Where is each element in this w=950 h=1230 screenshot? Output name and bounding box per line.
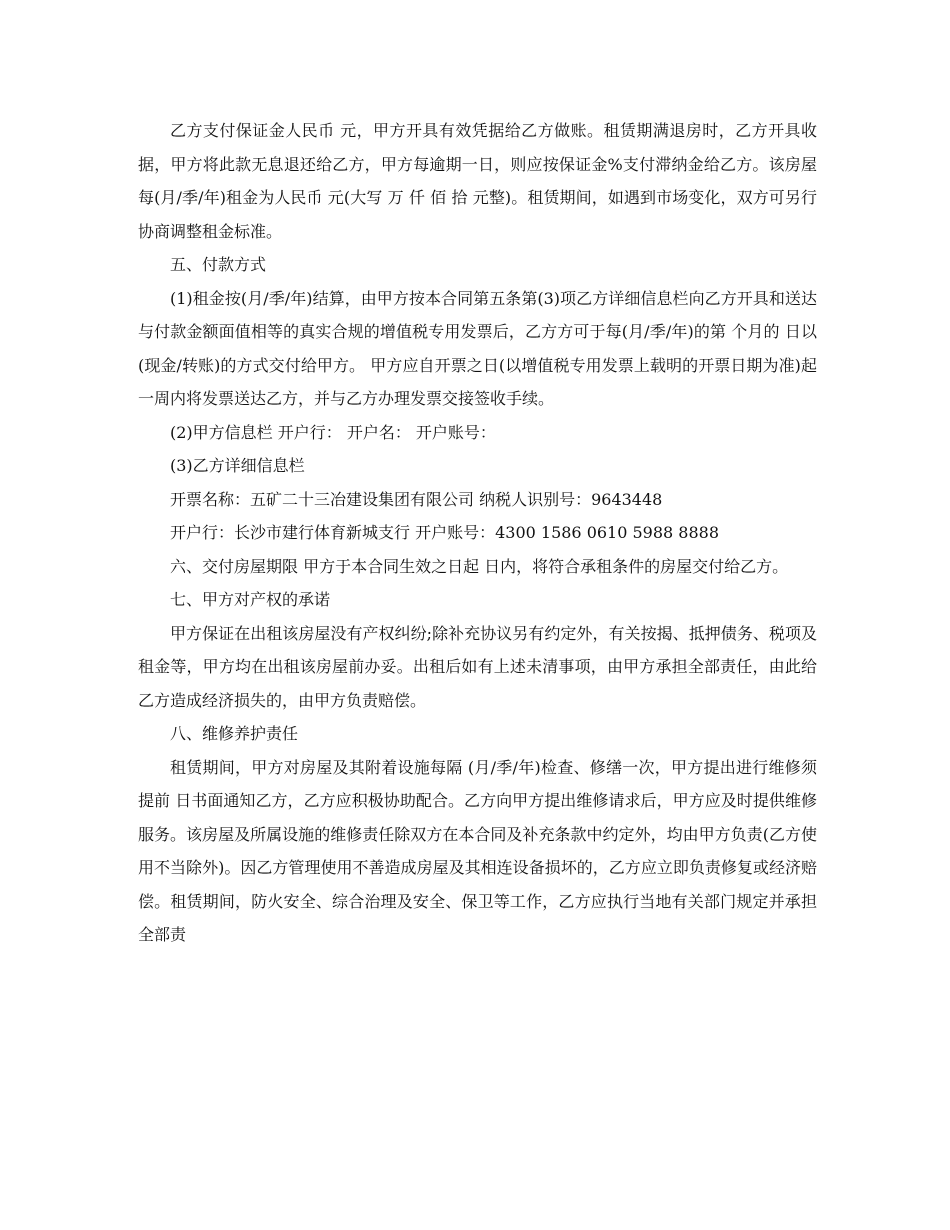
paragraph-bank-account: 开户行：长沙市建行体育新城支行 开户账号：4300 1586 0610 5988 8888 <box>170 523 720 542</box>
paragraph-deposit: 乙方支付保证金人民币 元，甲方开具有效凭据给乙方做账。租赁期满退房时，乙方开具收据，甲方将此款无息退还给乙方，甲方每逾期一日，则应按保证金%支付滞纳金给乙方。该房屋每(月/季/年)租金为人民币 元(大写 万 仟 佰 拾 元整)。租赁期间，如遇到市场变化，双方可另行协商调整租金标准。 <box>138 121 817 241</box>
section-5-heading: 五、付款方式 <box>170 255 267 274</box>
paragraph-payment-settlement: (1)租金按(月/季/年)结算，由甲方按本合同第五条第(3)项乙方详细信息栏向乙方开具和送达与付款金额面值相等的真实合规的增值税专用发票后，乙方方可于每(月/季/年)的第 个月的 日以(现金/转账)的方式交付给甲方。 甲方应自开票之日(以增值税专用发票上载明的开票日期为准)起一周内将发票送达乙方，并与乙方办理发票交接签收手续。 <box>138 288 817 408</box>
section-6-paragraph: 六、交付房屋期限 甲方于本合同生效之日起 日内，将符合承租条件的房屋交付给乙方。 <box>170 556 789 576</box>
paragraph-invoice-name: 开票名称：五矿二十三冶建设集团有限公司 纳税人识别号：9643448 <box>170 489 663 509</box>
section-8-heading: 八、维修养护责任 <box>170 724 299 743</box>
section-8-paragraph: 租赁期间，甲方对房屋及其附着设施每隔 (月/季/年)检查、修缮一次，甲方提出进行维修须提前 日书面通知乙方，乙方应积极协助配合。乙方向甲方提出维修请求后，甲方应及时提供维修服务。该房屋及所属设施的维修责任除双方在本合同及补充条款中约定外，均由甲方负责(乙方使用不当除外)。因乙方管理使用不善造成房屋及其相连设备损坏的，乙方应立即负责修复或经济赔偿。租赁期间，防火安全、综合治理及安全、保卫等工作，乙方应执行当地有关部门规定并承担全部责 <box>138 757 817 944</box>
section-7-heading: 七、甲方对产权的承诺 <box>170 590 331 609</box>
paragraph-party-a-info: (2)甲方信息栏 开户行： 开户名： 开户账号： <box>170 422 496 442</box>
paragraph-party-b-info-title: (3)乙方详细信息栏 <box>170 456 305 475</box>
section-7-paragraph: 甲方保证在出租该房屋没有产权纠纷;除补充协议另有约定外，有关按揭、抵押债务、税项及租金等，甲方均在出租该房屋前办妥。出租后如有上述未清事项，由甲方承担全部责任，由此给乙方造成经济损失的，由甲方负责赔偿。 <box>138 623 817 710</box>
